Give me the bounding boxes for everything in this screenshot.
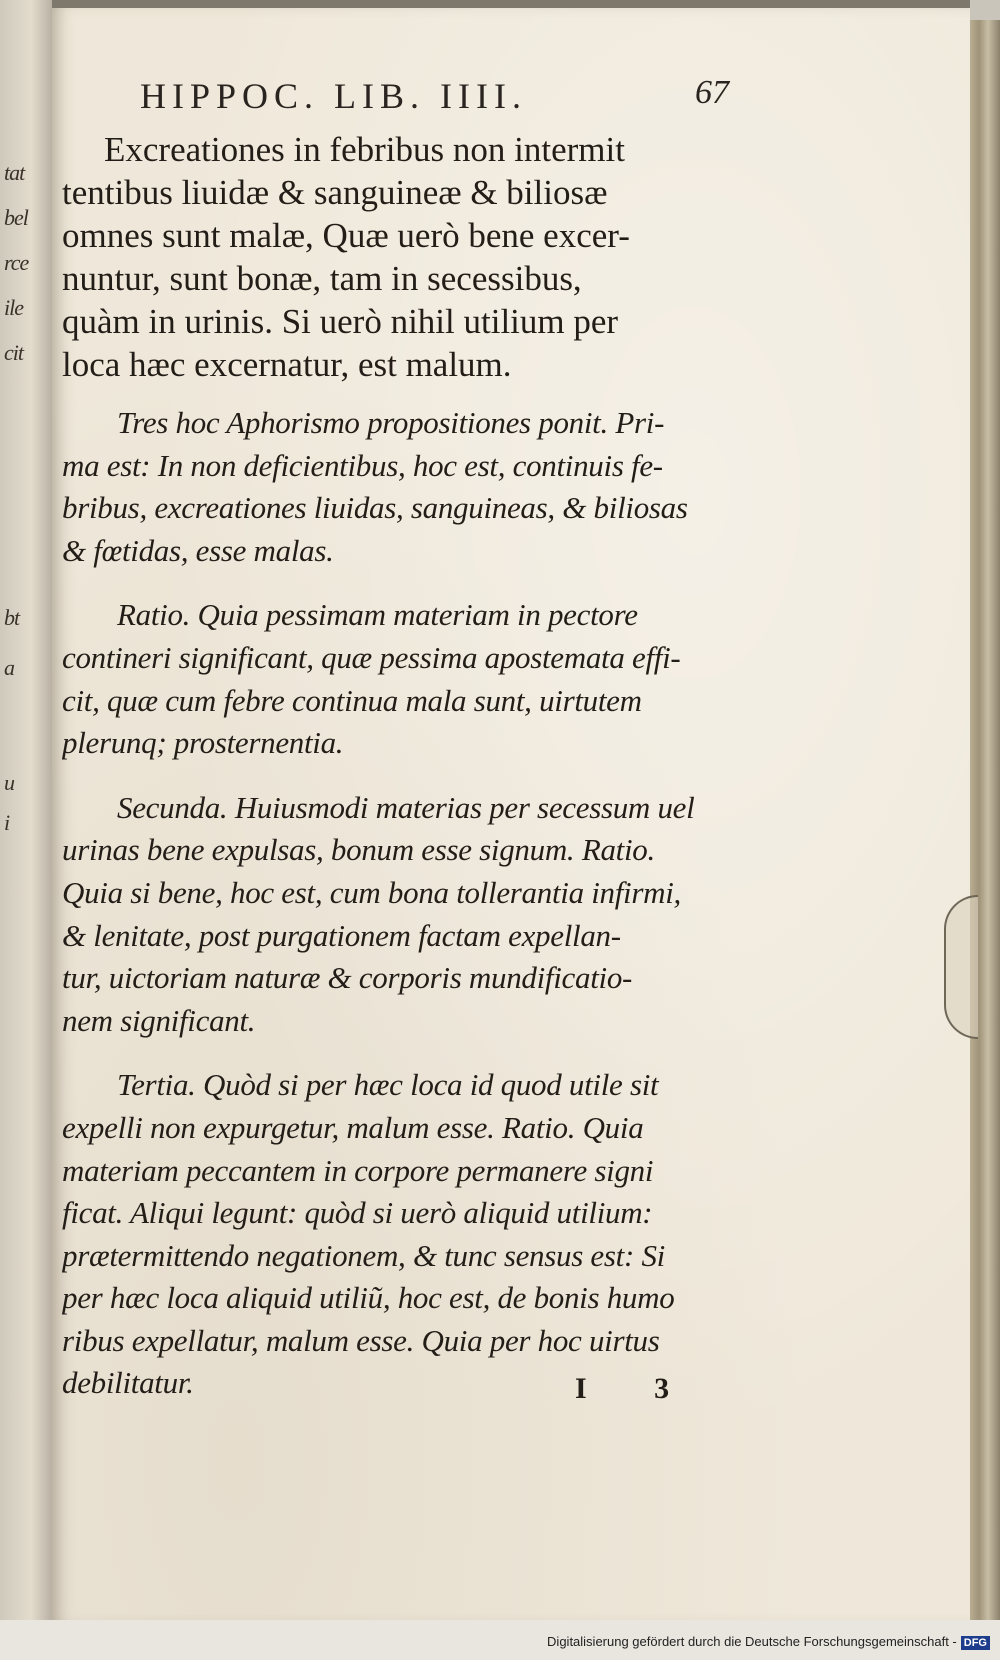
page-text-block [62,128,782,1405]
commentary-line: & fœtidas, esse malas. [62,532,334,568]
prev-page-fragment: bel [4,205,28,230]
commentary-line: urinas bene expulsas, bonum esse signum. Ratio. [62,832,655,868]
prev-page-fragment: u [4,770,14,795]
commentary-line: materiam peccantem in corpore permanere signi [62,1152,654,1188]
running-head: HIPPOC. LIB. IIII. [140,76,527,116]
aphorism-line: quàm in urinis. Si uerò nihil utilium per [62,302,619,341]
commentary-line: debilitatur. [62,1365,194,1401]
bookmark-ribbon [944,895,978,1039]
commentary-line: tur, uictoriam naturæ & corporis mundificatio- [62,960,633,996]
prev-page-fragment: bt [4,605,20,630]
commentary-line: nem significant. [62,1002,256,1038]
commentary-line: Tertia. Quòd si per hæc loca id quod utile sit [117,1067,659,1103]
commentary-line: contineri significant, quæ pessima apostemata effi- [62,639,681,675]
commentary-line: bribus, excreationes liuidas, sanguineas, & biliosas [62,490,688,526]
commentary-paragraph [62,1064,782,1405]
footer-credit-text: Digitalisierung gefördert durch die Deutsche Forschungsgemeinschaft - [547,1634,957,1650]
digitization-footer [0,1620,1000,1660]
commentary-paragraph [62,787,782,1043]
commentary-line: Ratio. Quia pessimam materiam in pectore [117,597,638,633]
commentary-line: Tres hoc Aphorismo propositiones ponit. Pri- [117,405,665,440]
commentary-line: plerunq; prosternentia. [62,725,344,761]
commentary-line: expelli non expurgetur, malum esse. Ratio. Quia [62,1109,644,1145]
previous-page-strip [0,0,54,1620]
commentary-line: & lenitate, post purgationem factam expellan- [62,917,621,953]
aphorism-line: tentibus liuidæ & sanguineæ & biliosæ [62,173,608,212]
prev-page-fragment: i [4,810,10,835]
prev-page-fragment: ile [4,295,23,320]
prev-page-fragment: a [4,655,14,680]
commentary-line: Secunda. Huiusmodi materias per secessum uel [117,789,695,825]
page-edge-stack [969,20,1000,1620]
commentary-line: prætermittendo negationem, & tunc sensus est: Si [62,1237,665,1273]
footer-credit-wrapper [547,1634,990,1650]
commentary-line: ma est: In non deficientibus, hoc est, continuis fe- [62,447,663,483]
aphorism-line: loca hæc excernatur, est malum. [62,345,512,384]
aphorism-line: omnes sunt malæ, Quæ uerò bene excer- [62,216,630,255]
commentary-line: Quia si bene, hoc est, cum bona tollerantia infirmi, [62,874,681,910]
commentary-line: ribus expellatur, malum esse. Quia per hoc uirtus [62,1322,660,1358]
aphorism-text [62,128,782,386]
aphorism-line: Excreationes in febribus non intermit [104,130,625,169]
commentary-paragraph [62,594,782,764]
commentary-line: per hæc loca aliquid utiliũ, hoc est, de bonis humo [62,1280,675,1316]
signature-mark: I 3 [575,1372,700,1405]
commentary-line: ficat. Aliqui legunt: quòd si uerò aliquid utilium: [62,1195,653,1231]
dfg-logo: DFG [961,1636,990,1650]
commentary-paragraph [62,402,782,572]
page-number: 67 [695,74,729,111]
commentary-line: cit, quæ cum febre continua mala sunt, uirtutem [62,682,642,718]
aphorism-line: nuntur, sunt bonæ, tam in secessibus, [62,259,582,298]
prev-page-fragment: rce [4,250,29,275]
prev-page-fragment: cit [4,340,23,365]
prev-page-fragment: tat [4,160,25,185]
